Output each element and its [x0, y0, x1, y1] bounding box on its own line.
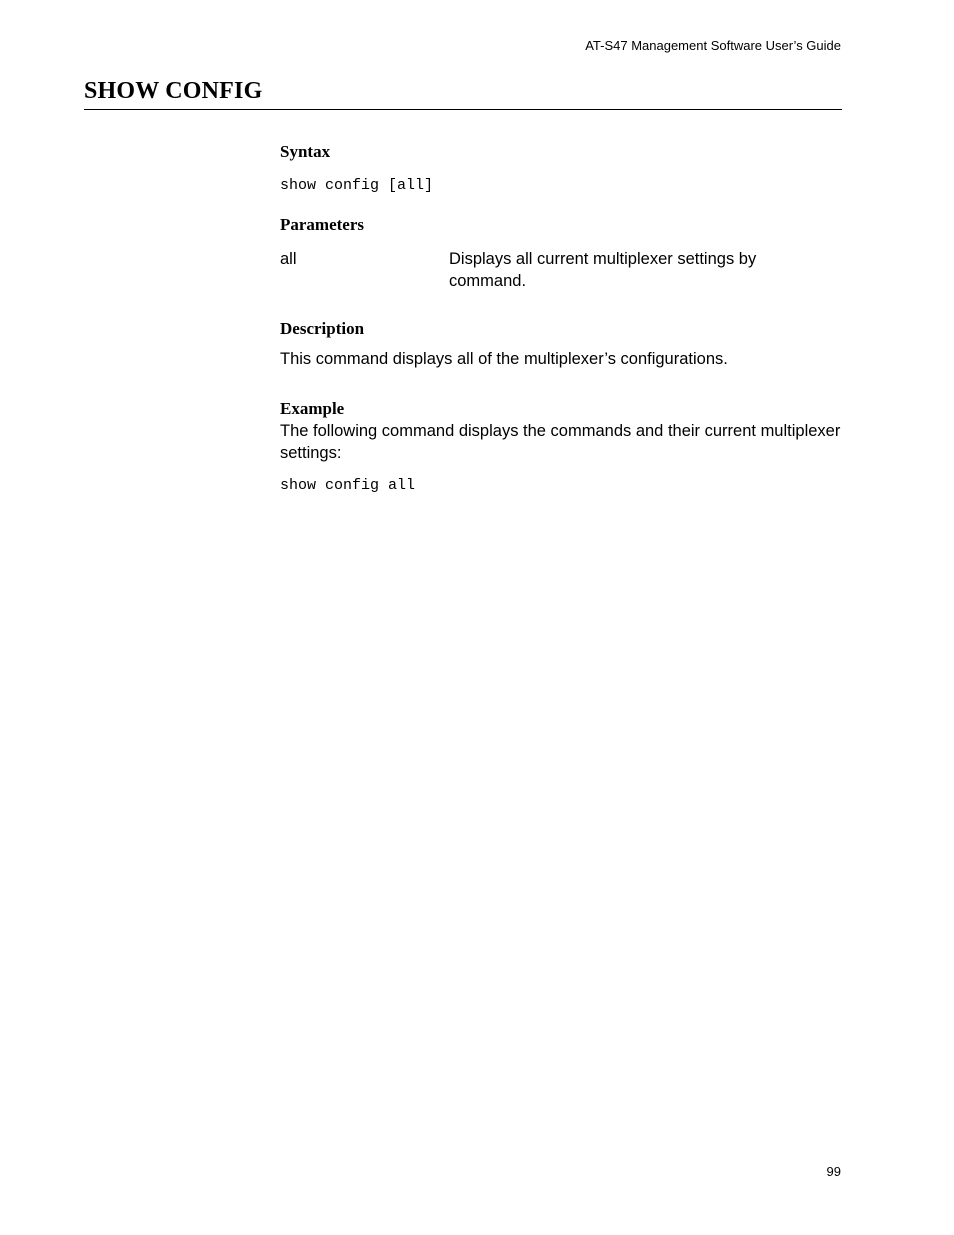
- syntax-code: show config [all]: [280, 177, 434, 194]
- parameter-name: all: [280, 250, 297, 268]
- page-number: 99: [826, 1164, 841, 1179]
- parameters-heading: Parameters: [280, 215, 365, 234]
- example-heading: Example: [280, 399, 345, 418]
- example-code: show config all: [280, 477, 416, 494]
- description-text: This command displays all of the multiplexer’s configurations.: [280, 350, 728, 368]
- syntax-heading: Syntax: [280, 142, 331, 161]
- command-reference-content: [280, 141, 842, 496]
- running-header: AT-S47 Management Software User’s Guide: [585, 38, 841, 53]
- description-heading: Description: [280, 319, 365, 338]
- parameter-row: [280, 248, 842, 292]
- example-text: The following command displays the commands and their current multiplexer settings:: [280, 422, 841, 462]
- section-title: SHOW CONFIG: [84, 78, 263, 104]
- parameter-description: Displays all current multiplexer settings by command.: [449, 250, 757, 290]
- title-rule: [84, 109, 842, 110]
